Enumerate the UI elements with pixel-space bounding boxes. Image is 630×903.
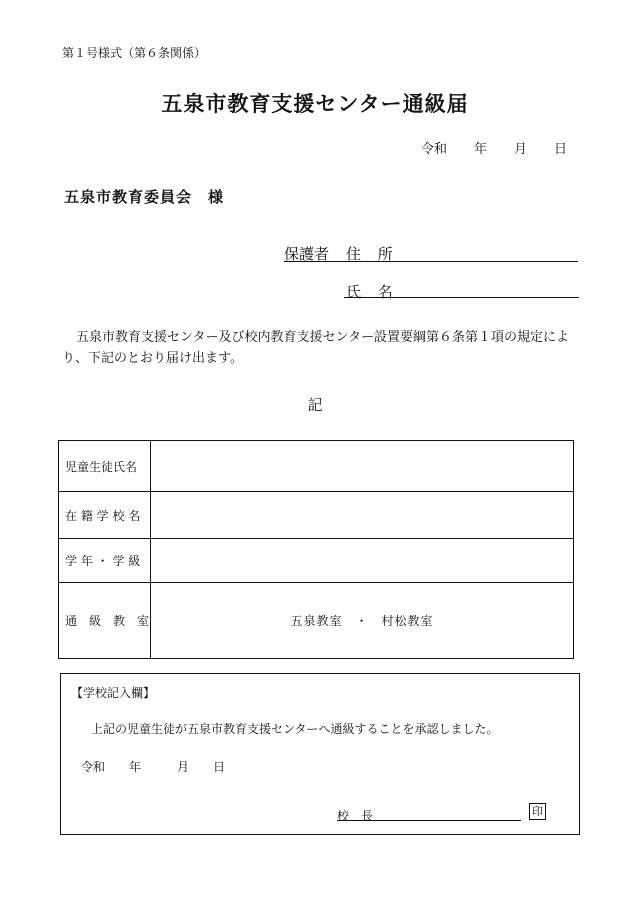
school-section-heading: 【学校記入欄】 xyxy=(71,686,156,700)
address-label: 住 所 xyxy=(346,245,399,263)
form-number: 第１号様式（第６条関係） xyxy=(62,46,207,60)
student-name-label: 児童生徒氏名 xyxy=(59,441,151,492)
date-day: 日 xyxy=(554,142,568,157)
grade-class-field[interactable] xyxy=(151,539,574,583)
school-date: 令和 年 月 日 xyxy=(81,760,226,774)
body-text: 五泉市教育支援センター及び校内教育支援センター設置要綱第６条第１項の規定により、下記のとおり届け出ます。 xyxy=(62,330,569,366)
date-month: 月 xyxy=(514,142,528,157)
name-label: 氏 名 xyxy=(346,283,399,301)
table-row xyxy=(59,441,574,492)
classroom-label: 通 級 教 室 xyxy=(59,583,151,659)
principal-label: 校 長 xyxy=(337,809,374,823)
addressee: 五泉市教育委員会 様 xyxy=(64,188,225,206)
school-name-field[interactable] xyxy=(151,492,574,539)
table-row xyxy=(59,583,574,659)
school-section xyxy=(60,673,580,835)
principal-signature-line[interactable] xyxy=(337,820,521,821)
guardian-label: 保護者 xyxy=(284,245,330,263)
address-field-line[interactable] xyxy=(284,261,578,262)
details-table xyxy=(58,440,574,659)
classroom-options[interactable]: 五泉教室 ・ 村松教室 xyxy=(151,583,574,659)
date-year: 年 xyxy=(474,142,488,157)
table-row xyxy=(59,492,574,539)
document-title: 五泉市教育支援センター通級届 xyxy=(161,91,469,116)
name-field-line[interactable] xyxy=(344,297,579,298)
seal-mark: 印 xyxy=(529,803,546,820)
school-approval-text: 上記の児童生徒が五泉市教育支援センターへ通級することを承認しました。 xyxy=(91,722,499,736)
table-row xyxy=(59,539,574,583)
date-era: 令和 xyxy=(421,142,448,157)
ki-heading: 記 xyxy=(307,396,323,414)
grade-class-label: 学 年 ・ 学 級 xyxy=(59,539,151,583)
school-name-label: 在 籍 学 校 名 xyxy=(59,492,151,539)
student-name-field[interactable] xyxy=(151,441,574,492)
